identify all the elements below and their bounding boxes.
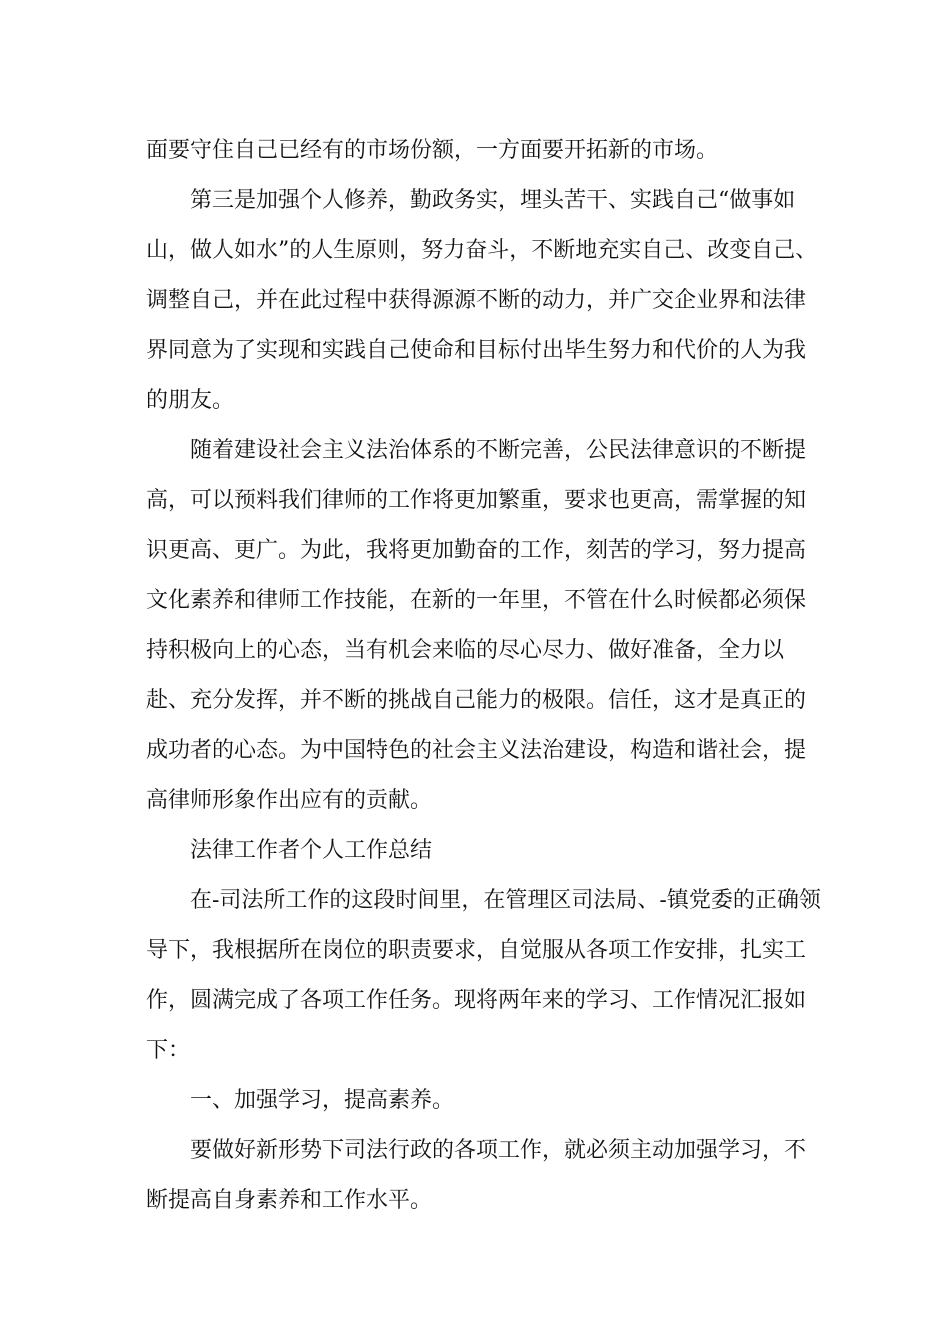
section-title: 法律工作者个人工作总结 xyxy=(190,838,433,863)
document-body xyxy=(146,126,826,1226)
paragraph-rule-of-law: 随着建设社会主义法治体系的不断完善，公民法律意识的不断提高，可以预料我们律师的工作将更加繁重，要求也更高，需掌握的知识更高、更广。为此，我将更加勤奋的工作，刻苦的学习，努力提高文化素养和律师工作技能，在新的一年里，不管在什么时候都必须保持积极向上的心态，当有机会来临的尽心尽力、做好准备，全力以赴、充分发挥，并不断的挑战自己能力的极限。信任，这才是真正的成功者的心态。为中国特色的社会主义法治建设，构造和谐社会，提高律师形象作出应有的贡献。 xyxy=(146,438,807,813)
paragraph-work-overview: 在-司法所工作的这段时间里，在管理区司法局、-镇党委的正确领导下，我根据所在岗位的职责要求，自觉服从各项工作安排，扎实工作，圆满完成了各项工作任务。现将两年来的学习、工作情况汇报如下： xyxy=(146,888,821,1063)
paragraph-personal-cultivation: 第三是加强个人修养，勤政务实，埋头苦干、实践自己“做事如山，做人如水”的人生原则，努力奋斗，不断地充实自己、改变自己、调整自己，并在此过程中获得源源不断的动力，并广交企业界和法律界同意为了实现和实践自己使命和目标付出毕生努力和代价的人为我的朋友。 xyxy=(146,188,818,413)
paragraph-study: 要做好新形势下司法行政的各项工作，就必须主动加强学习，不断提高自身素养和工作水平。 xyxy=(146,1138,807,1213)
section-heading-study: 一、加强学习，提高素养。 xyxy=(190,1088,455,1113)
paragraph-market-share: 面要守住自己已经有的市场份额，一方面要开拓新的市场。 xyxy=(146,138,719,163)
